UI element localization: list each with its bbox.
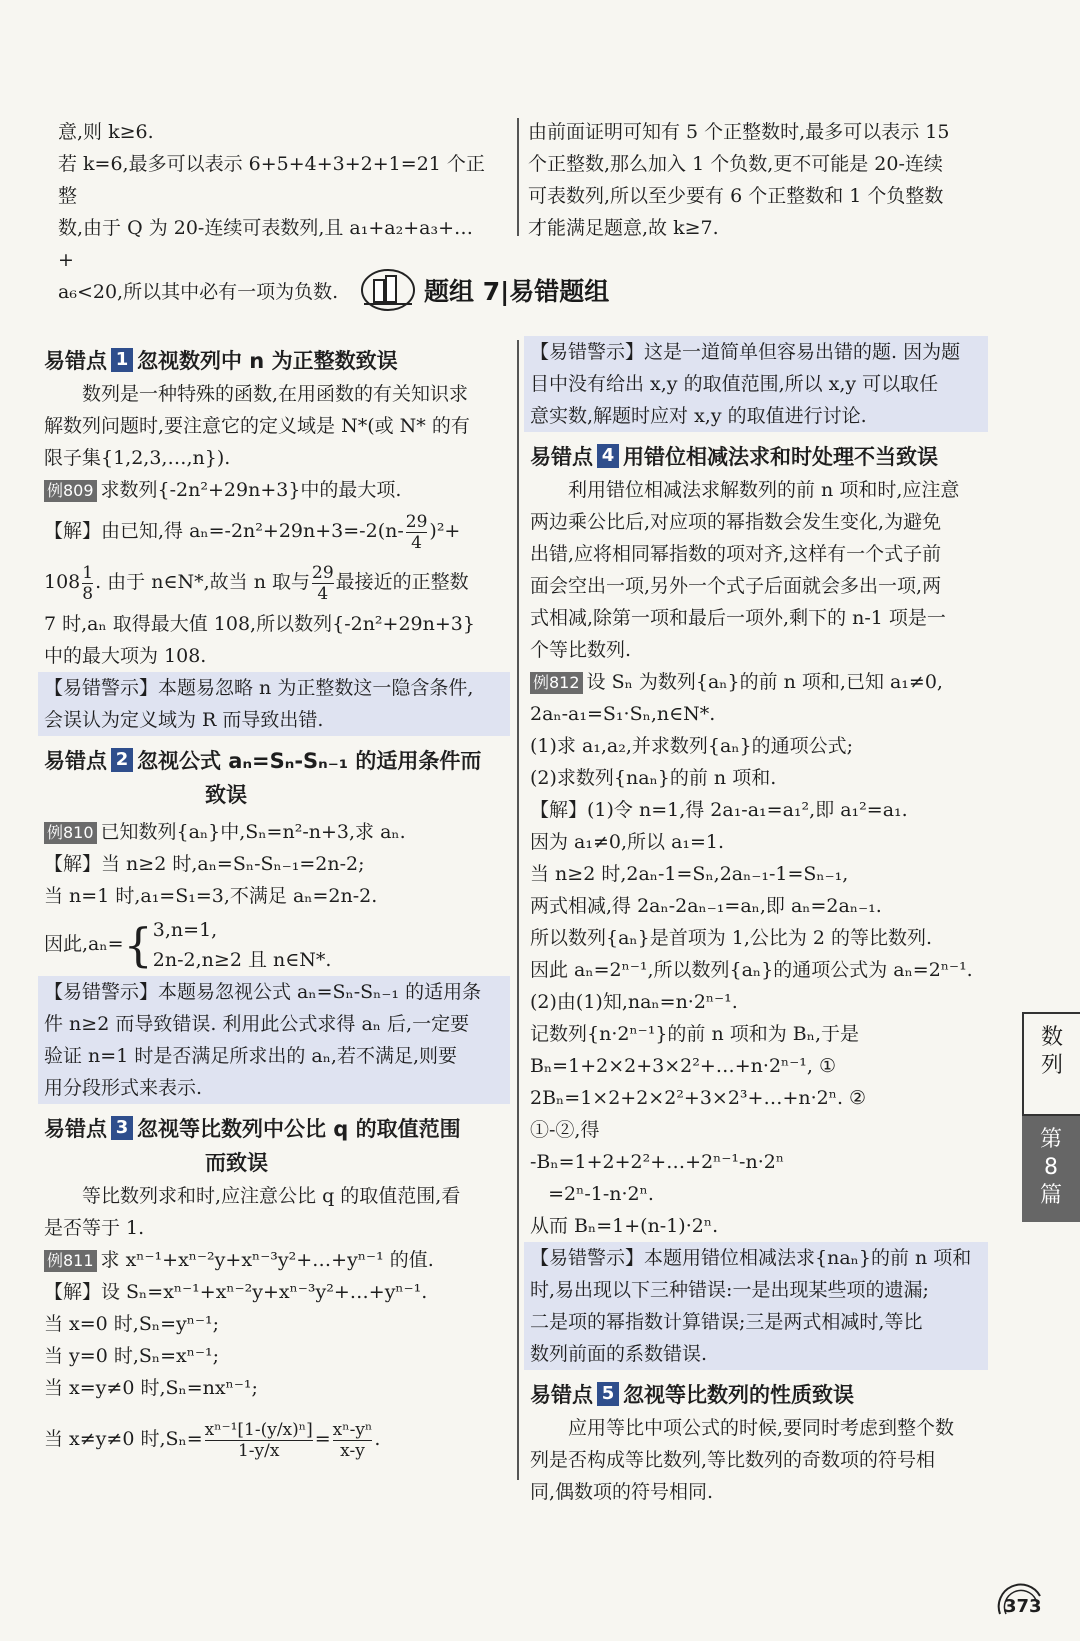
denominator: 4 <box>411 532 422 553</box>
text-line: 列是否构成等比数列,等比数列的奇数项的符号相 <box>530 1449 936 1471</box>
paren-open: (n- <box>377 520 404 542</box>
solution-line: (2)由(1)知,naₙ=n·2ⁿ⁻¹. <box>530 991 738 1013</box>
text-line: 解数列问题时,要注意它的定义域是 N*(或 N* 的有 <box>44 415 470 437</box>
warning-line: 【易错警示】这是一道简单但容易出错的题. 因为题 <box>530 341 961 363</box>
fraction <box>333 1420 373 1461</box>
fraction <box>205 1420 313 1461</box>
cases <box>153 915 332 975</box>
solution-line: 【解】当 n≥2 时,aₙ=Sₙ-Sₙ₋₁=2n-2; <box>44 853 365 875</box>
section-number: 1 <box>111 348 133 372</box>
section-number: 4 <box>597 444 619 468</box>
text-line: 可表数列,所以至少要有 6 个正整数和 1 个负整数 <box>528 185 944 207</box>
solution-line: Bₙ=1+2×2+3×2²+…+n·2ⁿ⁻¹, ① <box>530 1055 837 1077</box>
chapter-tab-topic[interactable] <box>1022 1012 1080 1116</box>
solution-text: 因此,aₙ= <box>44 933 124 955</box>
tab-char: 第 <box>1039 1127 1062 1152</box>
solution-line: 当 n≥2 时,2aₙ-1=Sₙ,2aₙ₋₁-1=Sₙ₋₁, <box>530 863 849 885</box>
text-line: a₆<20,所以其中必有一项为负数. <box>58 281 339 303</box>
tab-char: 8 <box>1044 1155 1058 1180</box>
tab-char: 列 <box>1040 1053 1063 1078</box>
chapter-tab-part[interactable] <box>1022 1116 1080 1222</box>
paren-close: )²+ <box>429 520 461 542</box>
warning-line: 件 n≥2 而导致错误. 利用此公式求得 aₙ 后,一定要 <box>44 1013 470 1035</box>
banner-title: 题组 7|易错题组 <box>424 277 610 306</box>
section-title-text: 用错位相减法求和时处理不当致误 <box>623 445 938 469</box>
page-number-badge <box>996 1576 1044 1620</box>
denominator: 4 <box>317 583 329 604</box>
text-line: 两边乘公比后,对应项的幂指数会发生变化,为避免 <box>530 511 942 533</box>
numerator: xⁿ⁻¹[1-(y/x)ⁿ] <box>204 1419 313 1440</box>
warning-box-809 <box>38 672 510 736</box>
column-divider <box>517 340 519 1480</box>
title-prefix: 易错点 <box>44 749 107 773</box>
books-icon <box>360 268 416 312</box>
solution-line: 当 x=y≠0 时,Sₙ=nxⁿ⁻¹; <box>44 1377 258 1399</box>
text-line: 应用等比中项公式的时候,要同时考虑到整个数 <box>568 1417 955 1439</box>
solution-line: -Bₙ=1+2+2²+…+2ⁿ⁻¹-n·2ⁿ <box>530 1151 785 1173</box>
top-column-divider <box>517 118 519 236</box>
warning-line: 【易错警示】本题易忽视公式 aₙ=Sₙ-Sₙ₋₁ 的适用条 <box>44 981 482 1003</box>
fraction <box>406 512 428 553</box>
example-text: 求数列{-2n²+29n+3}中的最大项. <box>100 479 402 501</box>
case-2: 2n-2,n≥2 且 n∈N*. <box>152 949 332 971</box>
numerator: 29 <box>405 511 428 532</box>
right-column <box>530 336 982 1508</box>
solution-text: . 由于 n∈N*,故当 n 取与 <box>95 571 310 593</box>
warning-line: 二是项的幂指数计算错误;三是两式相减时,等比 <box>530 1311 923 1333</box>
section-title-5 <box>530 1378 982 1412</box>
text-line: 式相减,除第一项和最后一项外,剩下的 n-1 项是一 <box>530 607 946 629</box>
section-title-2 <box>44 744 504 812</box>
solution-line <box>44 506 504 556</box>
warning-line: 数列前面的系数错误. <box>530 1343 708 1365</box>
text-line: 由前面证明可知有 5 个正整数时,最多可以表示 15 <box>528 121 950 143</box>
brace: { <box>123 918 153 972</box>
page-number: 373 <box>1004 1596 1042 1617</box>
solution-line: 2Bₙ=1×2+2×2²+3×2³+…+n·2ⁿ. ② <box>530 1087 867 1109</box>
text-line: 限子集{1,2,3,…,n}). <box>44 447 231 469</box>
equals-sign: = <box>314 1428 331 1450</box>
solution-line: 从而 Bₙ=1+(n-1)·2ⁿ. <box>530 1215 719 1237</box>
solution-line: =2ⁿ-1-n·2ⁿ. <box>530 1183 654 1205</box>
section-title-text: 忽视等比数列的性质致误 <box>623 1383 854 1407</box>
text-line: 若 k=6,最多可以表示 6+5+4+3+2+1=21 个正整 <box>58 153 485 207</box>
example-tag: 例809 <box>44 480 97 502</box>
warning-line: 【易错警示】本题易忽略 n 为正整数这一隐含条件, <box>44 677 474 699</box>
warning-box-812 <box>524 1242 988 1370</box>
solution-line: 两式相减,得 2aₙ-2aₙ₋₁=aₙ,即 aₙ=2aₙ₋₁. <box>530 895 882 917</box>
warning-line: 目中没有给出 x,y 的取值范围,所以 x,y 可以取任 <box>530 373 939 395</box>
left-column <box>44 336 504 1474</box>
case-1: 3,n=1, <box>152 919 218 941</box>
text-line: 面会空出一项,另外一个式子后面就会多出一项,两 <box>530 575 942 597</box>
solution-line: 记数列{n·2ⁿ⁻¹}的前 n 项和为 Bₙ,于是 <box>530 1023 859 1045</box>
text-line: 利用错位相减法求解数列的前 n 项和时,应注意 <box>568 479 960 501</box>
solution-line: 所以数列{aₙ}是首项为 1,公比为 2 的等比数列. <box>530 927 933 949</box>
text-line: 才能满足题意,故 k≥7. <box>528 217 719 239</box>
example-text: 求 xⁿ⁻¹+xⁿ⁻²y+xⁿ⁻³y²+…+yⁿ⁻¹ 的值. <box>100 1249 434 1271</box>
denominator: 8 <box>82 583 94 604</box>
text-line: (2)求数列{naₙ}的前 n 项和. <box>530 767 777 789</box>
section-banner <box>360 268 660 312</box>
title-prefix: 易错点 <box>530 445 593 469</box>
text-line: 数列是一种特殊的函数,在用函数的有关知识求 <box>82 383 469 405</box>
numerator: xⁿ-yⁿ <box>332 1419 373 1440</box>
solution-text: 最接近的正整数 <box>335 571 469 593</box>
solution-line: 当 n=1 时,a₁=S₁=3,不满足 aₙ=2n-2. <box>44 885 378 907</box>
title-prefix: 易错点 <box>530 1383 593 1407</box>
denominator: 1-y/x <box>237 1440 280 1461</box>
text-line: 意,则 k≥6. <box>58 121 154 143</box>
section-title-text: 忽视公式 aₙ=Sₙ-Sₙ₋₁ 的适用条件而 致误 <box>137 749 482 807</box>
example-810 <box>44 816 504 848</box>
section-title-text: 忽视等比数列中公比 q 的取值范围 而致误 <box>137 1117 461 1175</box>
warning-box-810 <box>38 976 510 1104</box>
tab-char: 数 <box>1040 1025 1063 1050</box>
warning-line: 验证 n=1 时是否满足所求出的 aₙ,若不满足,则要 <box>44 1045 457 1067</box>
tab-char: 篇 <box>1039 1183 1062 1208</box>
piecewise-line <box>44 912 504 976</box>
section-title-1 <box>44 344 504 378</box>
solution-line: 【解】(1)令 n=1,得 2a₁-a₁=a₁²,即 a₁²=a₁. <box>530 799 908 821</box>
top-right-text <box>528 116 968 244</box>
example-tag: 例812 <box>530 672 583 694</box>
denominator: x-y <box>340 1440 365 1461</box>
section-number: 3 <box>111 1116 133 1140</box>
solution-line: 当 x=0 时,Sₙ=yⁿ⁻¹; <box>44 1313 219 1335</box>
example-tag: 例811 <box>44 1250 97 1272</box>
example-text: 已知数列{aₙ}中,Sₙ=n²-n+3,求 aₙ. <box>100 821 406 843</box>
fraction <box>312 563 334 604</box>
solution-text: 当 x≠y≠0 时,Sₙ= <box>44 1428 203 1450</box>
example-tag: 例810 <box>44 822 97 844</box>
text-line: 是否等于 1. <box>44 1217 145 1239</box>
solution-line: 中的最大项为 108. <box>44 645 207 667</box>
warning-box-811 <box>524 336 988 432</box>
text-line: 等比数列求和时,应注意公比 q 的取值范围,看 <box>82 1185 461 1207</box>
solution-text: 【解】由已知,得 aₙ=-2n²+29n+3=-2 <box>44 520 378 542</box>
numerator: 29 <box>312 562 334 583</box>
warning-line: 【易错警示】本题用错位相减法求{naₙ}的前 n 项和 <box>530 1247 972 1269</box>
solution-line <box>44 556 504 608</box>
text-line: 数,由于 Q 为 20-连续可表数列,且 a₁+a₂+a₃+…+ <box>58 217 474 271</box>
section-title-4 <box>530 440 982 474</box>
solution-line: 【解】设 Sₙ=xⁿ⁻¹+xⁿ⁻²y+xⁿ⁻³y²+…+yⁿ⁻¹. <box>44 1281 428 1303</box>
warning-line: 时,易出现以下三种错误:一是出现某些项的遗漏; <box>530 1279 929 1301</box>
solution-line: ①-②,得 <box>530 1119 600 1141</box>
solution-line: 当 y=0 时,Sₙ=xⁿ⁻¹; <box>44 1345 219 1367</box>
text-line: 2aₙ-a₁=S₁·Sₙ,n∈N*. <box>530 703 716 725</box>
example-809 <box>44 474 504 506</box>
section-number: 5 <box>597 1382 619 1406</box>
text-line: 出错,应将相同幂指数的项对齐,这样有一个式子前 <box>530 543 942 565</box>
text-line: (1)求 a₁,a₂,并求数列{aₙ}的通项公式; <box>530 735 854 757</box>
numerator: 1 <box>82 562 94 583</box>
solution-line <box>44 1404 504 1474</box>
period: . <box>374 1428 381 1450</box>
example-812 <box>530 666 982 698</box>
section-title-text: 忽视数列中 n 为正整数致误 <box>137 349 398 373</box>
text-line: 同,偶数项的符号相同. <box>530 1481 714 1503</box>
warning-line: 用分段形式来表示. <box>44 1077 203 1099</box>
warning-line: 会误认为定义域为 R 而导致出错. <box>44 709 324 731</box>
text-line: 个正整数,那么加入 1 个负数,更不可能是 20-连续 <box>528 153 943 175</box>
example-text: 设 Sₙ 为数列{aₙ}的前 n 项和,已知 a₁≠0, <box>586 671 943 693</box>
example-811 <box>44 1244 504 1276</box>
warning-line: 意实数,解题时应对 x,y 的取值进行讨论. <box>530 405 867 427</box>
section-title-3 <box>44 1112 504 1180</box>
text-line: 个等比数列. <box>530 639 632 661</box>
solution-line: 因此 aₙ=2ⁿ⁻¹,所以数列{aₙ}的通项公式为 aₙ=2ⁿ⁻¹. <box>530 959 973 981</box>
title-prefix: 易错点 <box>44 1117 107 1141</box>
fraction <box>82 563 93 604</box>
section-number: 2 <box>111 748 133 772</box>
title-prefix: 易错点 <box>44 349 107 373</box>
mixed-number: 108 <box>44 571 81 593</box>
solution-line: 因为 a₁≠0,所以 a₁=1. <box>530 831 725 853</box>
solution-line: 7 时,aₙ 取得最大值 108,所以数列{-2n²+29n+3} <box>44 613 475 635</box>
